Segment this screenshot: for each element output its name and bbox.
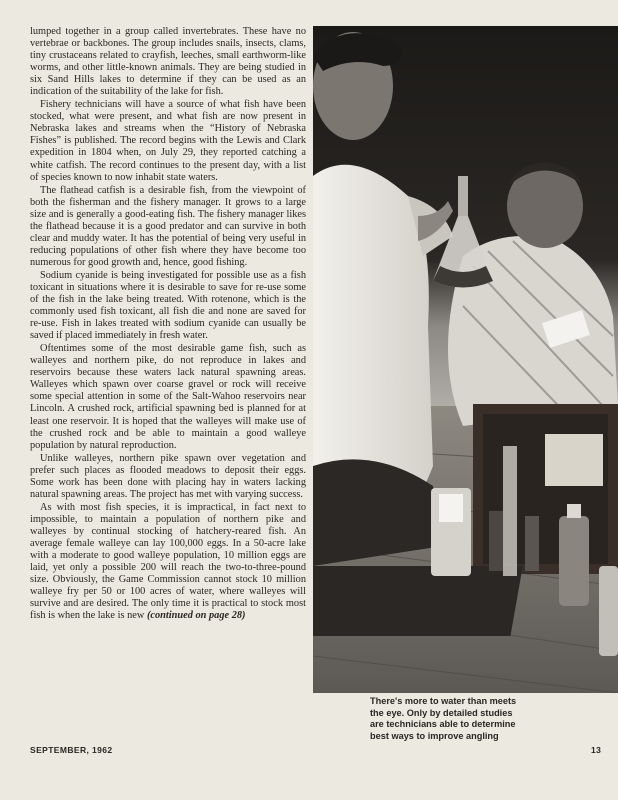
article-paragraph: Oftentimes some of the most desirable game fish, such as walleyes and northern pike, do not reproduce in lakes and reservoirs because these waters lack natural spawning areas. Walleyes which spawn over coarse gravel or rock will receive some special attention in some of the Salt-Wahoo reservoirs near Lincoln. A crushed rock, artificial spawning bed is planned for at least one reservoir. It is hoped that the walleyes will make use of the crushed rock and be able to maintain a good walleye population by natural reproduction. [30,343,306,451]
continued-on-link[interactable]: (continued on page 28) [146,610,246,622]
caption-line: the eye. Only by detailed studies [370,707,513,718]
article-paragraph: Sodium cyanide is being investigated for possible use as a fish toxicant in situations where it is desirable to save for re-use some of the fish in the lake being treated. With rotenone, which is the commonly used fish toxicant, all fish die and none are saved for re-use. Fish in lakes treated with sodium cyanide can usually be saved if placed immediately in fresh water. [30,269,306,342]
article-paragraph: lumped together in a group called invertebrates. These have no vertebrae or backbones. The group includes snails, insects, clams, tiny crustaceans related to crayfish, leeches, small earthworm-like worms, and other little-known animals. They are being studied in six Sand Hills lakes to determine if they can be used as an indication of the suitability of the lake for fish. [30,26,306,98]
issue-date: SEPTEMBER, 1962 [30,745,113,755]
article-paragraph: Unlike walleyes, northern pike spawn over vegetation and prefer such places as flooded meadows to deposit their eggs. Some work has been done with placing hay in waters lacking natural spawning areas. The project has met with varying success. [30,452,306,500]
caption-line: best ways to improve angling [370,730,499,741]
article-paragraph: Fishery technicians will have a source of what fish have been stocked, what were present, and what fish are now present in Nebraska lakes and streams when the “History of Nebraska Fishes” is published. The record begins with the Lewis and Clark expedition in 1804 when, on July 29, they reported catching a white catfish. The record continues to the present day, with a list of species known to now inhabit state waters. [30,99,306,183]
article-column [30,26,306,622]
page-number: 13 [591,745,602,755]
caption-line: There's more to water than meets [370,696,517,706]
article-paragraph: The flathead catfish is a desirable fish, from the viewpoint of both the fisherman and the fishery manager. It grows to a large size and is generally a good-eating fish. The fishery manager likes the flathead because it is a good predator and can survive in both clear and muddy water. It has the potential of being very useful in reducing populations of other fish where they have become too numerous for good growth and, hence, good fishing. [30,184,306,268]
article-paragraph-last [30,502,306,622]
caption-line: are technicians able to determine [370,719,516,730]
photo-caption [370,696,610,742]
technicians-photo [313,26,618,693]
article-paragraph-text: As with most fish species, it is impractical, in fact next to impossible, to maintain a population of northern pike and walleyes by continual stocking of hatchery-reared fish. An average female walleye can lay 100,000 eggs. In a 50-acre lake with a moderate to good walleye population, 10 million eggs are laid, yet only a possible 200 will reach the two-to-three-pound size. Obviously, the Game Commission cannot stock 10 million walleye fry per 50 or 100 acres of water, where walleyes will survive and are desired. The only time it is practical to stock most fish is when the lake is new [30,501,306,622]
